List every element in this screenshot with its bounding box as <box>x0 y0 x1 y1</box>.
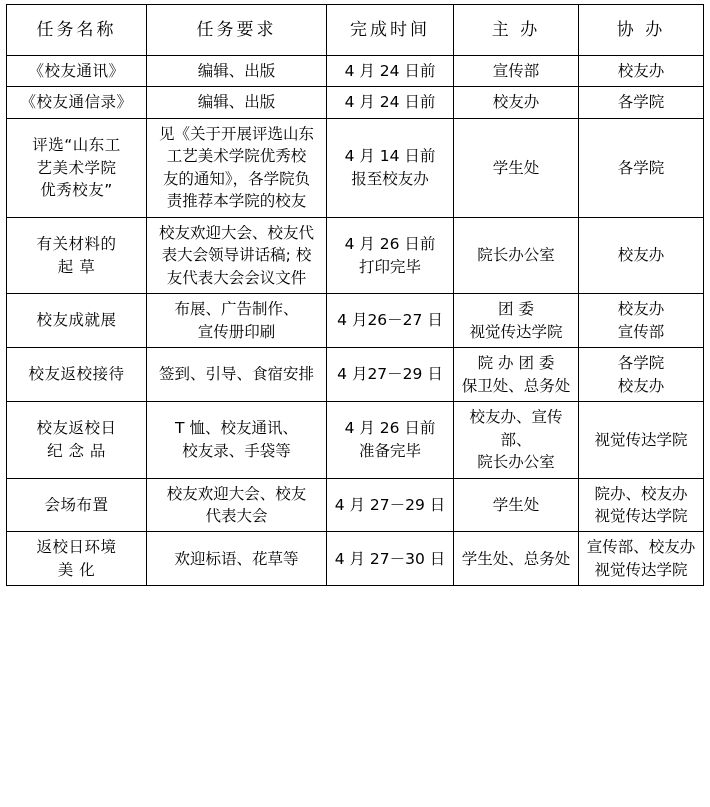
text-line: 院 办 团 委 <box>477 354 555 373</box>
cell-host <box>454 348 579 402</box>
text-line: 《校友通信录》 <box>20 93 133 112</box>
cell-completion-time <box>327 87 454 118</box>
cell-task-name <box>7 87 147 118</box>
cell-text <box>458 352 574 397</box>
text-line: 4 月 14 日前 <box>344 147 436 166</box>
cell-completion-time <box>327 56 454 87</box>
text-line: 各学院 <box>617 158 665 177</box>
cell-text <box>331 548 449 570</box>
cell-text <box>583 91 699 113</box>
table-row <box>7 478 704 532</box>
cell-task-requirement <box>147 118 327 217</box>
text-line: 编辑、出版 <box>197 93 276 112</box>
text-line: 起 草 <box>57 257 96 276</box>
text-line: 表大会领导讲话稿; 校 <box>161 246 312 265</box>
text-line: 视觉传达学院 <box>469 322 563 341</box>
cell-host <box>454 87 579 118</box>
cell-host <box>454 478 579 532</box>
text-line: 校友办、宣传部、 <box>469 408 563 449</box>
cell-completion-time <box>327 348 454 402</box>
cell-text <box>151 91 322 113</box>
cell-task-name <box>7 478 147 532</box>
table-row <box>7 217 704 293</box>
table-row <box>7 56 704 87</box>
text-line: 4 月 27－29 日 <box>334 495 446 514</box>
table-row <box>7 118 704 217</box>
cell-text <box>331 91 449 113</box>
cell-task-requirement <box>147 294 327 348</box>
cell-task-name <box>7 56 147 87</box>
cell-completion-time <box>327 118 454 217</box>
cell-cohost <box>579 478 704 532</box>
text-line: 《校友通讯》 <box>28 62 125 80</box>
cell-completion-time <box>327 532 454 586</box>
text-line: 校友办 <box>617 62 665 80</box>
text-line: 校友返校日 <box>36 419 117 438</box>
cell-task-name <box>7 217 147 293</box>
text-line: 校友办 <box>492 93 540 112</box>
text-line: 4 月27－29 日 <box>337 365 443 384</box>
text-line: 纪 念 品 <box>47 441 106 460</box>
column-header-task-name: 任务名称 <box>7 5 147 56</box>
cell-task-requirement <box>147 87 327 118</box>
cell-cohost <box>579 87 704 118</box>
text-line: 责推荐本学院的校友 <box>166 192 307 211</box>
text-line: 各学院 <box>617 93 665 112</box>
cell-text <box>11 60 142 82</box>
text-line: 院办、校友办 <box>594 484 688 503</box>
cell-host <box>454 217 579 293</box>
table-row <box>7 348 704 402</box>
task-assignment-table <box>6 4 704 586</box>
cell-cohost <box>579 294 704 348</box>
cell-text <box>331 60 449 82</box>
cell-text <box>583 483 699 528</box>
text-line: T 恤、校友通讯、 <box>175 419 298 438</box>
cell-host <box>454 402 579 478</box>
cell-text <box>458 91 574 113</box>
cell-completion-time <box>327 217 454 293</box>
text-line: 校友办 <box>617 300 665 319</box>
cell-completion-time <box>327 478 454 532</box>
column-header-task-requirement: 任务要求 <box>147 5 327 56</box>
text-line: 4 月 27－30 日 <box>334 549 446 568</box>
text-line: 学生处 <box>492 495 540 514</box>
text-line: 布展、广告制作、 <box>174 300 299 319</box>
table-row <box>7 294 704 348</box>
column-header-host: 主 办 <box>454 5 579 56</box>
text-line: 宣传部、校友办 <box>586 538 696 557</box>
cell-text <box>11 417 142 462</box>
cell-text <box>151 222 322 289</box>
cell-task-requirement <box>147 532 327 586</box>
text-line: 优秀校友” <box>40 181 113 200</box>
text-line: 4 月26－27 日 <box>337 311 443 330</box>
text-line: 4 月 24 日前 <box>344 62 436 80</box>
cell-text <box>458 298 574 343</box>
cell-text <box>331 494 449 516</box>
table-row <box>7 402 704 478</box>
cell-host <box>454 294 579 348</box>
text-line: 院长办公室 <box>477 453 555 472</box>
text-line: 打印完毕 <box>358 257 421 276</box>
cell-text <box>151 363 322 385</box>
cell-text <box>331 417 449 462</box>
text-line: 工艺美术学院优秀校 <box>166 147 307 166</box>
cell-text <box>151 123 322 213</box>
cell-text <box>331 145 449 190</box>
text-line: 有关材料的 <box>36 235 117 254</box>
cell-text <box>458 494 574 516</box>
cell-text <box>11 233 142 278</box>
cell-text <box>458 548 574 570</box>
cell-completion-time <box>327 402 454 478</box>
cell-text <box>583 244 699 266</box>
text-line: 见《关于开展评选山东 <box>158 124 314 143</box>
table-body <box>7 56 704 586</box>
text-line: 准备完毕 <box>358 441 421 460</box>
text-line: 宣传部 <box>617 322 665 341</box>
text-line: 校友返校接待 <box>28 365 125 384</box>
text-line: 宣传部 <box>492 62 540 80</box>
cell-task-name <box>7 348 147 402</box>
column-header-completion-time: 完成时间 <box>327 5 454 56</box>
text-line: 代表大会 <box>205 506 268 525</box>
cell-cohost <box>579 118 704 217</box>
cell-task-requirement <box>147 217 327 293</box>
cell-text <box>151 60 322 82</box>
cell-text <box>151 298 322 343</box>
cell-text <box>11 363 142 385</box>
text-line: 编辑、出版 <box>197 62 276 80</box>
cell-text <box>458 244 574 266</box>
cell-task-requirement <box>147 56 327 87</box>
text-line: 学生处、总务处 <box>461 549 571 568</box>
text-line: 4 月 26 日前 <box>344 419 436 438</box>
cell-text <box>151 417 322 462</box>
text-line: 校友办 <box>617 376 665 395</box>
text-line: 会场布置 <box>44 495 109 514</box>
text-line: 艺美术学院 <box>36 158 117 177</box>
cell-text <box>11 494 142 516</box>
text-line: 评选“山东工 <box>32 136 121 155</box>
cell-text <box>583 429 699 451</box>
cell-text <box>151 483 322 528</box>
cell-task-name <box>7 118 147 217</box>
cell-host <box>454 118 579 217</box>
cell-cohost <box>579 217 704 293</box>
cell-text <box>458 157 574 179</box>
text-line: 校友录、手袋等 <box>182 441 291 460</box>
text-line: 校友欢迎大会、校友代 <box>158 223 314 242</box>
cell-text <box>583 298 699 343</box>
table-row <box>7 532 704 586</box>
cell-text <box>583 60 699 82</box>
cell-text <box>331 233 449 278</box>
text-line: 欢迎标语、花草等 <box>174 549 299 568</box>
cell-task-requirement <box>147 478 327 532</box>
text-line: 视觉传达学院 <box>594 430 688 449</box>
cell-task-name <box>7 294 147 348</box>
text-line: 美 化 <box>57 560 96 579</box>
text-line: 团 委 <box>498 300 534 319</box>
cell-text <box>331 363 449 385</box>
cell-text <box>458 406 574 473</box>
cell-cohost <box>579 56 704 87</box>
table-row <box>7 87 704 118</box>
table-header <box>7 5 704 56</box>
text-line: 校友办 <box>617 246 665 265</box>
cell-host <box>454 56 579 87</box>
cell-text <box>11 536 142 581</box>
cell-text <box>11 134 142 201</box>
text-line: 报至校友办 <box>351 169 429 188</box>
text-line: 各学院 <box>617 354 665 373</box>
text-line: 签到、引导、食宿安排 <box>158 365 314 384</box>
cell-text <box>151 548 322 570</box>
cell-text <box>11 91 142 113</box>
cell-text <box>458 60 574 82</box>
cell-text <box>583 157 699 179</box>
text-line: 返校日环境 <box>36 538 117 557</box>
cell-cohost <box>579 532 704 586</box>
cell-completion-time <box>327 294 454 348</box>
cell-host <box>454 532 579 586</box>
text-line: 院长办公室 <box>477 246 555 265</box>
text-line: 学生处 <box>492 158 540 177</box>
cell-text <box>583 352 699 397</box>
cell-cohost <box>579 348 704 402</box>
column-header-cohost: 协 办 <box>579 5 704 56</box>
header-row <box>7 5 704 56</box>
text-line: 校友成就展 <box>36 311 117 330</box>
text-line: 友代表大会会议文件 <box>166 268 307 287</box>
cell-task-name <box>7 532 147 586</box>
cell-text <box>11 309 142 331</box>
cell-task-requirement <box>147 348 327 402</box>
text-line: 校友欢迎大会、校友 <box>166 484 307 503</box>
text-line: 保卫处、总务处 <box>461 376 571 395</box>
cell-task-requirement <box>147 402 327 478</box>
cell-text <box>331 309 449 331</box>
text-line: 视觉传达学院 <box>594 560 688 579</box>
cell-text <box>583 536 699 581</box>
text-line: 宣传册印刷 <box>197 322 276 341</box>
text-line: 视觉传达学院 <box>594 506 688 525</box>
cell-cohost <box>579 402 704 478</box>
text-line: 友的通知》，各学院负 <box>162 169 311 188</box>
cell-task-name <box>7 402 147 478</box>
text-line: 4 月 26 日前 <box>344 235 436 254</box>
text-line: 4 月 24 日前 <box>344 93 436 112</box>
